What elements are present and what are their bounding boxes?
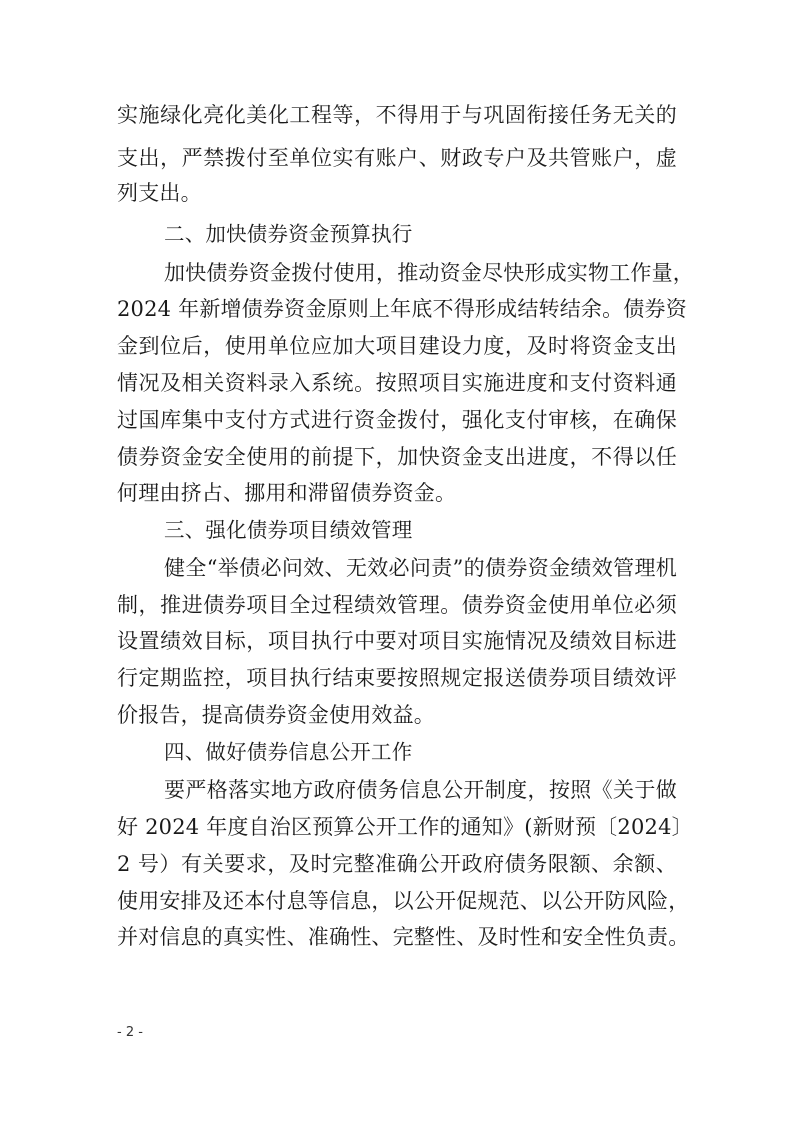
- body-line: 健全“举债必问效、无效必问责”的债券资金绩效管理机: [164, 556, 677, 580]
- body-line: 支出，严禁拨付至单位实有账户、财政专户及共管账户，虚: [117, 146, 677, 170]
- body-line: 情况及相关资料录入系统。按照项目实施进度和支付资料通: [117, 371, 677, 395]
- body-line: 列支出。: [117, 181, 202, 205]
- body-line: 要严格落实地方政府债务信息公开制度，按照《关于做: [164, 778, 677, 802]
- page-number: - 2 -: [117, 1025, 143, 1040]
- body-line: 加快债券资金拨付使用，推动资金尽快形成实物工作量，: [164, 261, 694, 285]
- body-line: 2 号）有关要求，及时完整准确公开政府债务限额、余额、: [117, 852, 677, 876]
- section-heading-3: 三、强化债券项目绩效管理: [164, 518, 413, 542]
- body-line: 过国库集中支付方式进行资金拨付，强化支付审核，在确保: [117, 408, 677, 432]
- body-line: 价报告，提高债券资金使用效益。: [117, 703, 435, 727]
- body-line: 并对信息的真实性、准确性、完整性、及时性和安全性负责。: [117, 925, 690, 949]
- body-line: 制，推进债券项目全过程绩效管理。债券资金使用单位必须: [117, 593, 677, 617]
- body-line: 债券资金安全使用的前提下，加快资金支出进度，不得以任: [117, 445, 677, 469]
- body-line: 好 2024 年度自治区预算公开工作的通知》(新财预〔2024〕: [117, 815, 693, 839]
- section-heading-4: 四、做好债券信息公开工作: [164, 740, 413, 764]
- body-line: 行定期监控，项目执行结束要按照规定报送债券项目绩效评: [117, 666, 677, 690]
- body-line: 2024 年新增债券资金原则上年底不得形成结转结余。债券资: [117, 297, 687, 321]
- body-line: 金到位后，使用单位应加大项目建设力度，及时将资金支出: [117, 334, 677, 358]
- body-line: 何理由挤占、挪用和滞留债券资金。: [117, 481, 457, 505]
- body-line: 使用安排及还本付息等信息，以公开促规范、以公开防风险，: [117, 889, 690, 913]
- body-line: 设置绩效目标，项目执行中要对项目实施情况及绩效目标进: [117, 629, 677, 653]
- body-line: 实施绿化亮化美化工程等，不得用于与巩固衔接任务无关的: [117, 103, 677, 127]
- section-heading-2: 二、加快债券资金预算执行: [164, 222, 413, 246]
